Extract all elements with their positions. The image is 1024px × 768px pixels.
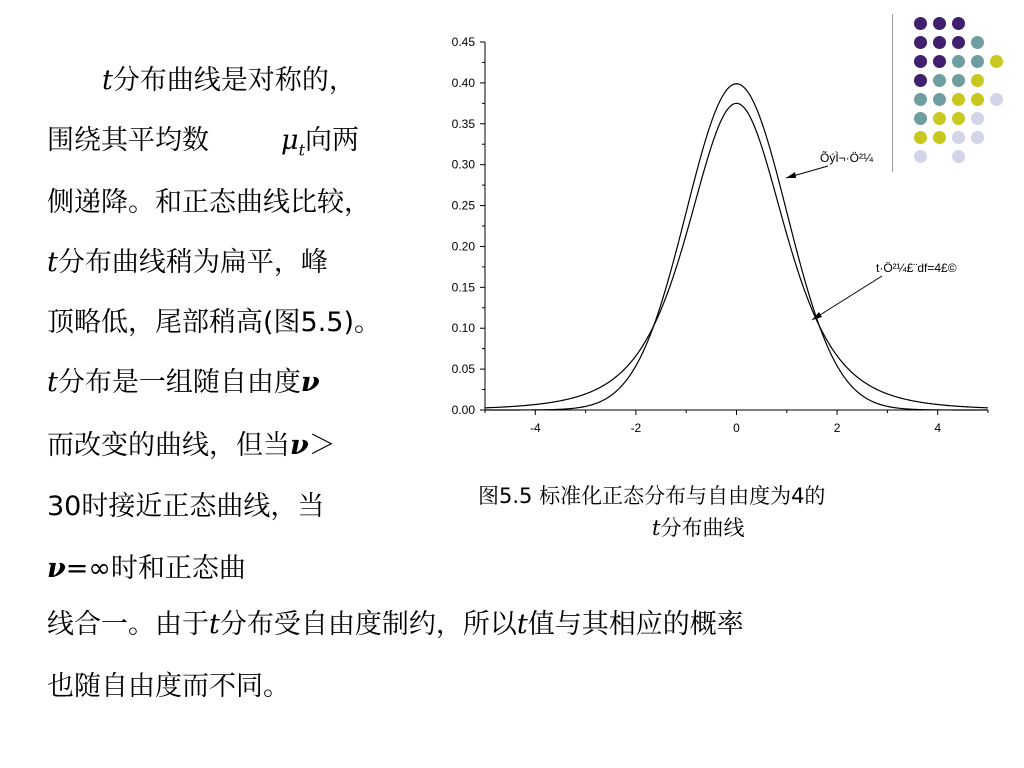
text-line-10 [47,602,744,641]
y-tick-label: 0.05 [451,362,475,377]
annotation-arrow [812,276,882,320]
x-tick-label: -4 [529,421,541,435]
nu-symbol: ν [47,553,66,584]
text-line-4 [47,240,328,279]
nu-symbol: ν [300,367,320,398]
y-tick-label: 0.40 [451,75,475,90]
text-line-5: 顶略低，尾部稍高(图5.5)。 [47,307,382,338]
t-symbol: t [47,247,58,278]
text-line-8: 30时接近正态曲线，当 [47,491,325,522]
text-line-10-part-c: 值与其相应的概率 [527,609,744,640]
greater-than-sign: ＞ [308,430,336,461]
text-line-2 [47,118,359,159]
x-tick-label: 4 [934,421,942,435]
text-line-1 [102,58,356,97]
caption-line-2-content: 分布曲线 [660,516,745,540]
text-line-6-content: 分布是一组随自由度 [57,367,301,398]
text-line-10-part-a: 线合一。由于 [47,609,209,640]
text-line-2-part-a: 围绕其平均数 [47,125,209,156]
y-tick-label: 0.20 [451,239,475,254]
text-line-7 [47,423,336,462]
series-line [485,84,988,410]
t-symbol: t [47,367,58,398]
y-tick-label: 0.45 [451,35,475,49]
text-line-9 [47,546,246,585]
mu-symbol: μ [281,125,299,156]
t-symbol: t [209,609,220,640]
text-line-1-content: 分布曲线是对称的， [112,65,356,96]
text-line-4-content: 分布曲线稍为扁平，峰 [57,247,328,278]
y-tick-label: 0.10 [451,321,475,336]
x-tick-label: -2 [630,421,642,435]
text-line-2-part-b: 向两 [305,125,359,156]
t-symbol: t [516,609,528,640]
distribution-chart [430,28,1000,448]
t-symbol: t [102,65,113,96]
y-tick-label: 0.25 [451,198,475,213]
y-tick-label: 0.35 [451,116,475,131]
figure-caption-line-2 [652,512,744,542]
text-line-10-part-b: 分布受自由度制约，所以 [219,609,517,640]
nu-symbol: ν [290,430,309,461]
annotation-normal: ÕýÌ¬·Ö²¼ [820,151,874,165]
text-line-3: 侧递降。和正态曲线比较， [47,187,371,218]
y-tick-label: 0.00 [451,403,475,417]
caption-t-symbol: t [652,516,661,540]
text-line-7-content: 而改变的曲线，但当 [47,430,290,461]
x-tick-label: 0 [733,421,740,435]
y-tick-label: 0.15 [451,280,475,295]
series-line [485,103,988,408]
annotation-arrowhead [786,172,796,178]
text-line-6 [47,360,320,399]
text-line-9-content: =∞时和正态曲 [65,553,246,584]
figure-caption-line-1: 图5.5 标准化正态分布与自由度为4的 [478,484,826,508]
y-tick-label: 0.30 [451,157,475,172]
mu-subscript: t [298,140,305,160]
text-line-11: 也随自由度而不同。 [47,671,290,702]
annotation-t-dist: t·Ö²¼£¨df=4£© [876,261,957,275]
x-tick-label: 2 [833,421,841,435]
